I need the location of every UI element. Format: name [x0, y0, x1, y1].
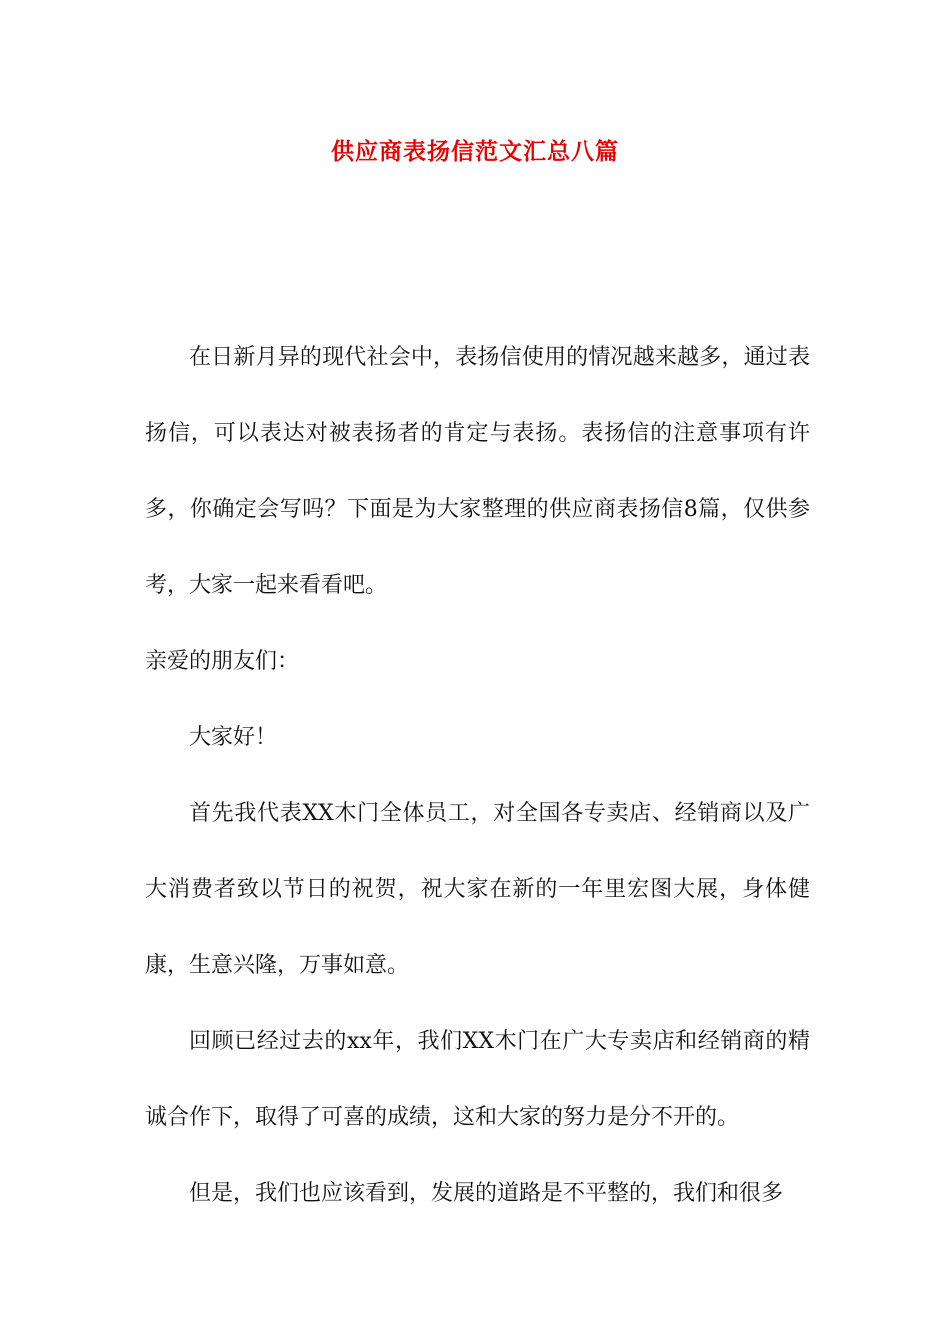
- document-body: [145, 320, 810, 1232]
- salutation: 亲爱的朋友们：: [145, 649, 300, 674]
- body-paragraph: 回顾已经过去的xx年，我们XX木门在广大专卖店和经销商的精诚合作下，取得了可喜的成绩，这和大家的努力是分不开的。: [145, 1029, 810, 1130]
- body-paragraph: 但是，我们也应该看到，发展的道路是不平整的，我们和很多: [189, 1181, 784, 1206]
- intro-paragraph: 在日新月异的现代社会中，表扬信使用的情况越来越多，通过表扬信，可以表达对被表扬者的肯定与表扬。表扬信的注意事项有许多，你确定会写吗？下面是为大家整理的供应商表扬信8篇，仅供参考，大家一起来看看吧。: [145, 345, 810, 598]
- document-title: 供应商表扬信范文汇总八篇: [331, 139, 619, 165]
- greeting: 大家好！: [189, 725, 278, 750]
- body-paragraph: 首先我代表XX木门全体员工，对全国各专卖店、经销商以及广大消费者致以节日的祝贺，祝大家在新的一年里宏图大展，身体健康，生意兴隆，万事如意。: [145, 801, 810, 978]
